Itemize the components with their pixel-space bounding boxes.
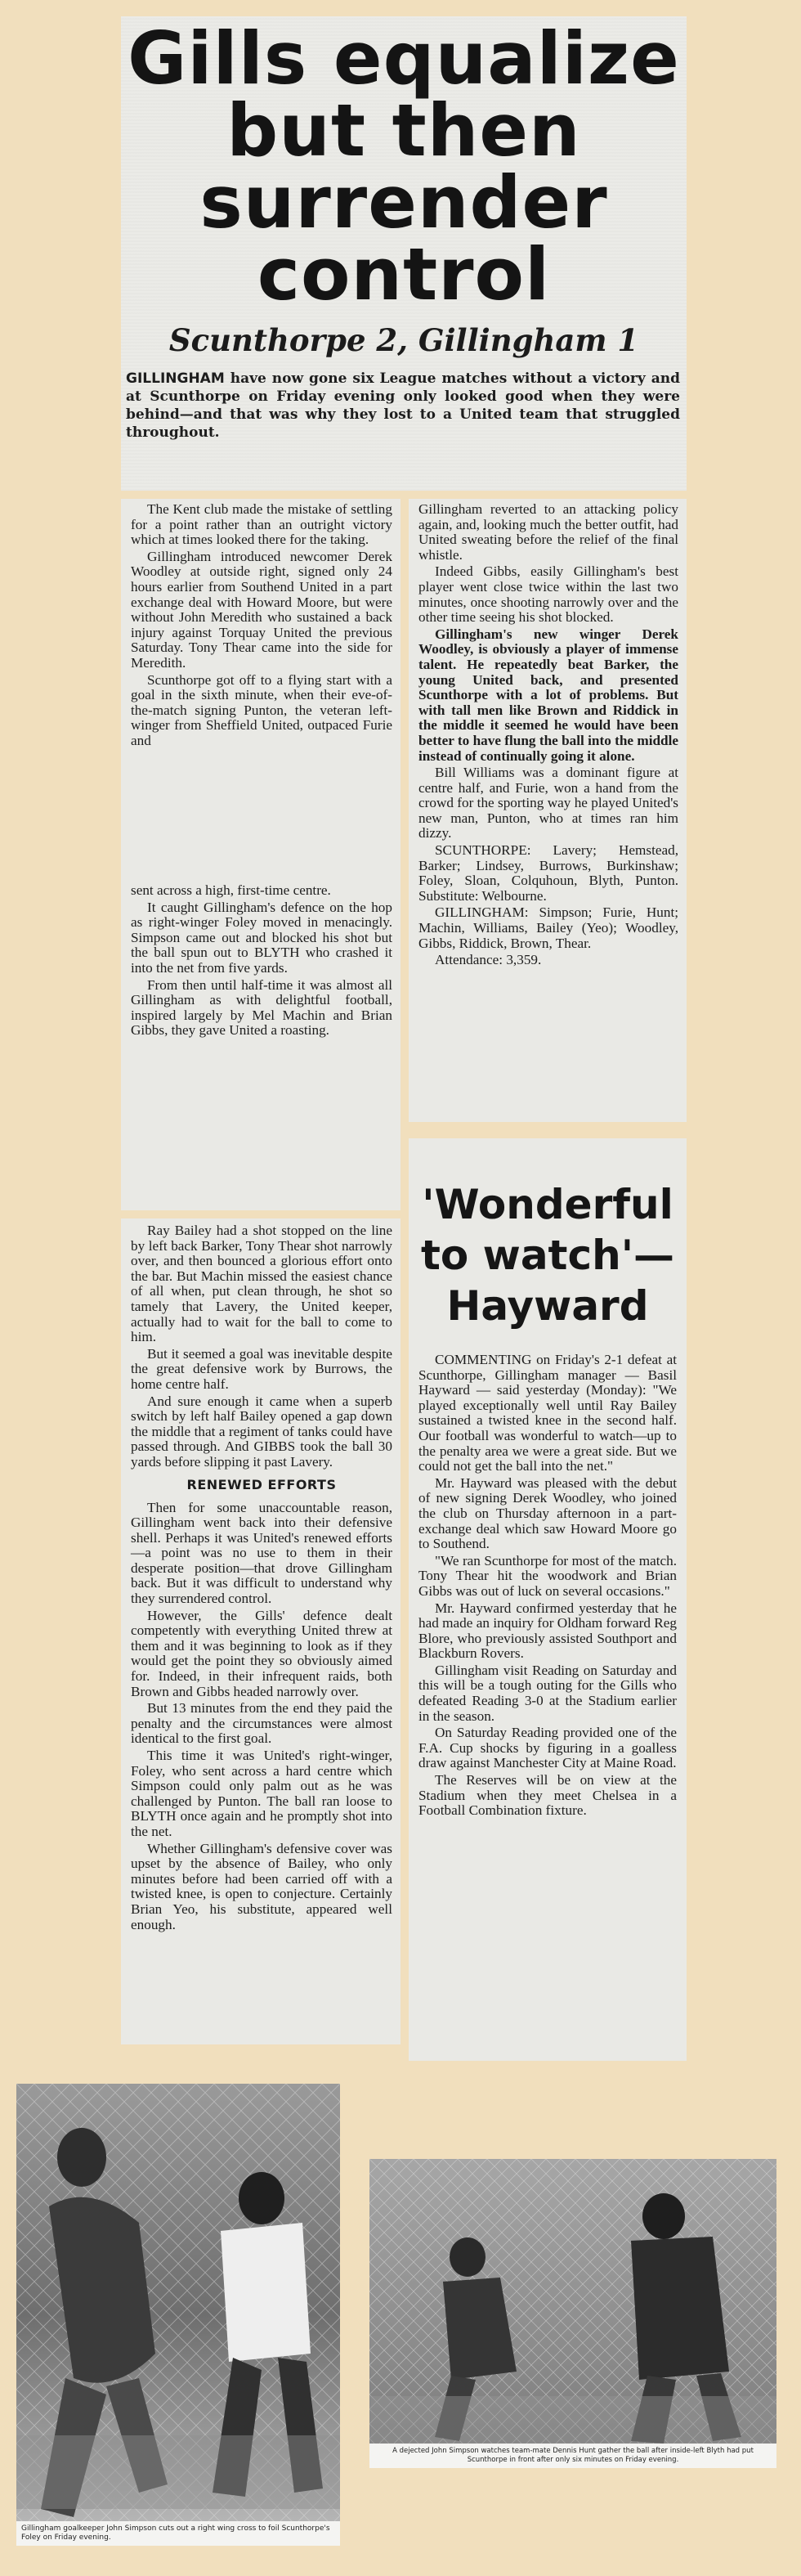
- paragraph: Ray Bailey had a shot stopped on the line by left back Barker, Tony Thear shot narrowly over, and then bounced a glorious effort onto the bar. But Machin missed the easiest chance of all when, put clean through, he shot so tamely that Lavery, the United keeper, actually had to wait for the ball to come to him.: [131, 1223, 392, 1345]
- headline-line: Gills equalize: [128, 16, 680, 101]
- paragraph: Indeed Gibbs, easily Gillingham's best player went close twice within the last two minutes, once shooting narrowly over and the other time seeing his shot blocked.: [418, 563, 678, 626]
- paragraph: It caught Gillingham's defence on the hop as right-winger Foley moved in menacingly. Simpson came out and blocked his shot but the ball spun out to BLYTH who crashed it into the net from five yards.: [131, 899, 392, 976]
- paragraph: Mr. Hayward was pleased with the debut of new signing Derek Woodley, who joined the club on Thursday afternoon in a part-exchange deal which saw Howard Moore go to Southend.: [418, 1474, 677, 1552]
- paragraph: Mr. Hayward confirmed yesterday that he had made an inquiry for Oldham forward Reg Blore, who previously assisted Southport and Blackburn Rovers.: [418, 1600, 677, 1662]
- photo-caption: Gillingham goalkeeper John Simpson cuts out a right wing cross to foil Scunthorpe's Foley on Friday evening.: [16, 2521, 340, 2546]
- photo-image: [369, 2159, 776, 2468]
- headline-clipping: [121, 16, 687, 491]
- paragraph: "We ran Scunthorpe for most of the match. Tony Thear hit the woodwork and Brian Gibbs was out of luck on several occasions.": [418, 1552, 677, 1599]
- paragraph: COMMENTING on Friday's 2-1 defeat at Scunthorpe, Gillingham manager — Basil Hayward — said yesterday (Monday): "We played exceptionally well until Ray Bailey sustained a twisted knee in the second half. Our football was wonderful to watch—up to the penalty area we were a great side. But we could not get the ball into the net.": [418, 1352, 677, 1474]
- paragraph: Gillingham visit Reading on Saturday and this will be a tough outing for the Gills who defeated Reading 3-0 at the Stadium earlier in the season.: [418, 1662, 677, 1724]
- lead-text: have now gone six League matches without a victory and at Scunthorpe on Friday evening only looked good when they were behind—and that was why they lost to a United team that struggled throughout.: [126, 370, 680, 441]
- paragraph: This time it was United's right-winger, Foley, who sent across a hard centre which Simpson could only palm out as he was challenged by Punton. The ball ran loose to BLYTH once again and he promptly shot into the net.: [131, 1748, 392, 1839]
- attendance: Attendance: 3,359.: [435, 952, 542, 968]
- article-column-2: [121, 875, 400, 1210]
- match-photo-goalkeeper: [16, 2084, 340, 2546]
- hayward-headline: 'Wonderful to watch'— Hayward: [420, 1181, 675, 1330]
- paragraph: And sure enough it came when a superb switch by left half Bailey opened a gap down the middle that a regiment of tanks could have passed through. And GIBBS took the ball 30 yards before slipping it past Lavery.: [131, 1393, 392, 1470]
- paragraph-bold: Gillingham's new winger Derek Woodley, is obviously a player of immense talent. He repeatedly beat Barker, the young United back, and presented Scunthorpe with a lot of problems. But with tall men like Brown and Riddick in the middle it seemed he would have been better to have flung the ball into the middle instead of continually going it alone.: [418, 626, 678, 764]
- headline-line: but then: [226, 88, 581, 173]
- lead-caps: GILLINGHAM: [126, 370, 225, 387]
- headline: [121, 16, 687, 316]
- team-line: GILLINGHAM: Simpson; Furie, Hunt; Machin, Williams, Bailey (Yeo); Woodley, Gibbs, Riddick, Brown, Thear.: [418, 904, 678, 951]
- score-line: Scunthorpe 2, Gillingham 1: [168, 322, 639, 358]
- article-column-3: [121, 1218, 400, 2044]
- paragraph: Bill Williams was a dominant figure at centre half, and Furie, won a hand from the crowd for the sporting way he played United's new man, Punton, who at times ran him dizzy.: [418, 765, 678, 841]
- paragraph: However, the Gills' defence dealt competently with everything United threw at them and it was beginning to look as if they would get the point they so obviously aimed for. Indeed, in their infrequent raids, both Brown and Gibbs headed narrowly over.: [131, 1607, 392, 1699]
- paragraph: The Reserves will be on view at the Stadium when they meet Chelsea in a Football Combination fixture.: [418, 1772, 677, 1819]
- paragraph: Scunthorpe got off to a flying start with a goal in the sixth minute, when their eve-of-the-match signing Punton, the veteran left-winger from Sheffield United, outpaced Furie and: [131, 671, 392, 748]
- paragraph: On Saturday Reading provided one of the F.A. Cup shocks by figuring in a goalless draw against Manchester City at Maine Road.: [418, 1725, 677, 1771]
- paragraph: Then for some unaccountable reason, Gillingham went back into their defensive shell. Perhaps it was United's renewed efforts—a point was no use to them in their desperate position—that drove Gillingham back. But it was difficult to understand why they surrendered control.: [131, 1499, 392, 1607]
- paragraph: But 13 minutes from the end they paid the penalty and the circumstances were almost identical to the first goal.: [131, 1700, 392, 1747]
- article-column-4: [409, 499, 687, 1122]
- paragraph: Gillingham introduced newcomer Derek Woodley at outside right, signed only 24 hours earlier from Southend United in a part exchange deal with Howard Moore, but were without John Meredith who sustained a back injury against Torquay United the previous Saturday. Tony Thear came into the side for Meredith.: [131, 548, 392, 671]
- subheading: RENEWED EFFORTS: [186, 1476, 337, 1492]
- hayward-article: [409, 1138, 687, 2061]
- paragraph: sent across a high, first-time centre.: [131, 882, 331, 898]
- paragraph: Whether Gillingham's defensive cover was upset by the absence of Bailey, who only minutes before had been carried off with a twisted knee, is open to conjecture. Certainly Brian Yeo, his substitute, appeared well enough.: [131, 1840, 392, 1932]
- paragraph: The Kent club made the mistake of settling for a point rather than an outright victory which at times looked there for the taking.: [131, 501, 392, 548]
- paragraph: But it seemed a goal was inevitable despite the great defensive work by Burrows, the home centre half.: [131, 1345, 392, 1392]
- paragraph: Gillingham reverted to an attacking policy again, and, looking much the better outfit, had United sweating before the relief of the final whistle.: [418, 501, 678, 563]
- photo-caption: A dejected John Simpson watches team-mate Dennis Hunt gather the ball after inside-left Blyth had put Scunthorpe in front after only six minutes on Friday evening.: [369, 2444, 776, 2468]
- lead-paragraph: [121, 358, 687, 442]
- headline-line: surrender: [199, 160, 608, 245]
- match-photo-dejected-keeper: [369, 2159, 776, 2468]
- photo-image: [16, 2084, 340, 2546]
- paragraph: From then until half-time it was almost all Gillingham as with delightful football, inspired largely by Mel Machin and Brian Gibbs, they gave United a roasting.: [131, 976, 392, 1039]
- team-line: SCUNTHORPE: Lavery; Hemstead, Barker; Lindsey, Burrows, Burkinshaw; Foley, Sloan, Colquhoun, Blyth, Punton. Substitute: Welbourne.: [418, 842, 678, 904]
- headline-line: control: [257, 232, 551, 316]
